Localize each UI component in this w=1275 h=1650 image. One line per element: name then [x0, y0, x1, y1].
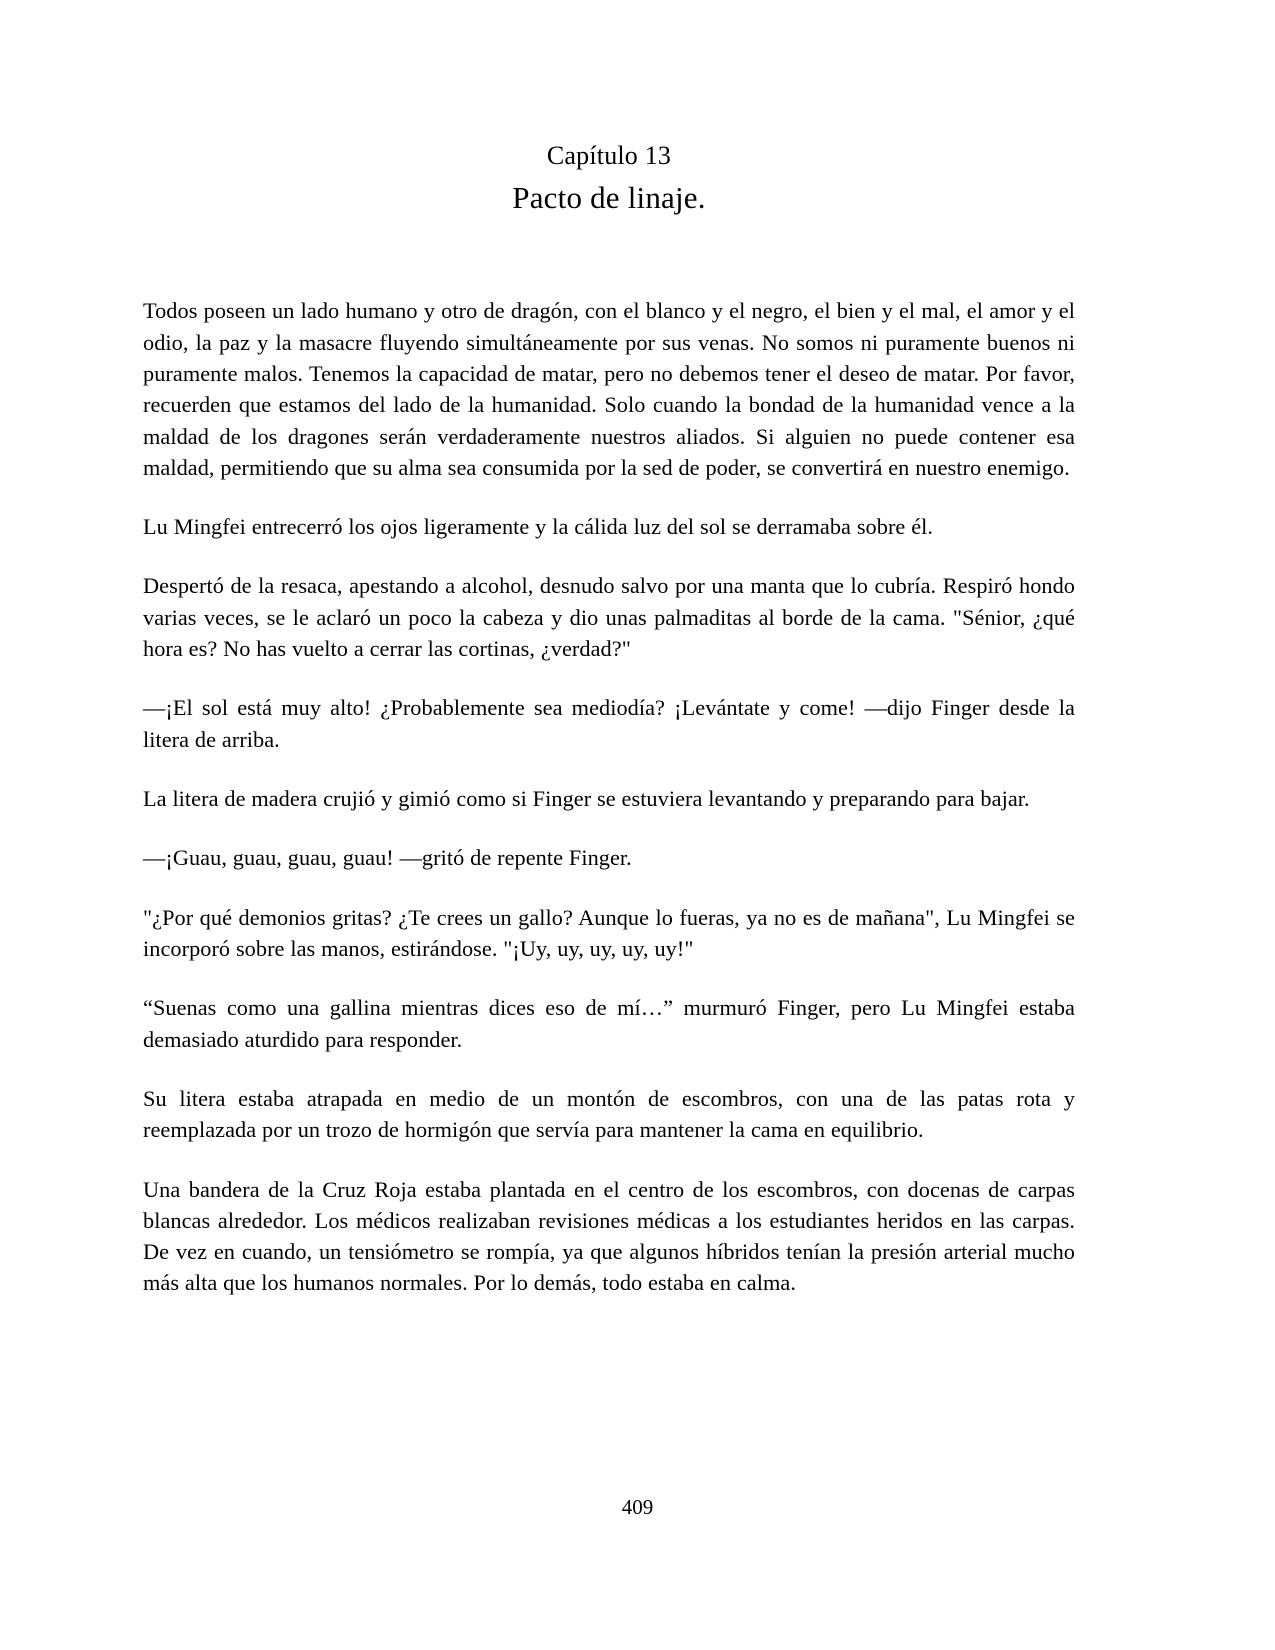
- paragraph: Todos poseen un lado humano y otro de dragón, con el blanco y el negro, el bien y el mal, el amor y el odio, la paz y la masacre fluyendo simultáneamente por sus venas. No somos ni puramente buenos ni puramente malos. Tenemos la capacidad de matar, pero no debemos tener el deseo de matar. Por favor, recuerden que estamos del lado de la humanidad. Solo cuando la bondad de la humanidad vence a la maldad de los dragones serán verdaderamente nuestros aliados. Si alguien no puede contener esa maldad, permitiendo que su alma sea consumida por la sed de poder, se convertirá en nuestro enemigo.: [143, 298, 1075, 480]
- chapter-title: Pacto de linaje.: [512, 179, 706, 215]
- paragraph: Una bandera de la Cruz Roja estaba plantada en el centro de los escombros, con docenas de carpas blancas alrededor. Los médicos realizaban revisiones médicas a los estudiantes heridos en las carpas. De vez en cuando, un tensiómetro se rompía, ya que algunos híbridos tenían la presión arterial mucho más alta que los humanos normales. Por lo demás, todo estaba en calma.: [143, 1176, 1075, 1296]
- paragraph: —¡Guau, guau, guau, guau! —gritó de repente Finger.: [143, 845, 632, 871]
- paragraph: "¿Por qué demonios gritas? ¿Te crees un gallo? Aunque lo fueras, ya no es de mañana", Lu Mingfei se incorporó sobre las manos, estirándose. "¡Uy, uy, uy, uy, uy!": [143, 904, 1075, 961]
- page-number: 409: [621, 1495, 654, 1519]
- body-text: [143, 295, 1075, 1299]
- paragraph: La litera de madera crujió y gimió como si Finger se estuviera levantando y preparando para bajar.: [143, 786, 1030, 811]
- paragraph: Lu Mingfei entrecerró los ojos ligeramente y la cálida luz del sol se derramaba sobre él.: [143, 514, 934, 540]
- paragraph: “Suenas como una gallina mientras dices eso de mí…” murmuró Finger, pero Lu Mingfei estaba demasiado aturdido para responder.: [143, 995, 1075, 1052]
- paragraph: —¡El sol está muy alto! ¿Probablemente sea mediodía? ¡Levántate y come! —dijo Finger desde la litera de arriba.: [143, 695, 1075, 752]
- chapter-heading: [143, 140, 1075, 217]
- paragraph: Su litera estaba atrapada en medio de un montón de escombros, con una de las patas rota y reemplazada por un trozo de hormigón que servía para mantener la cama en equilibrio.: [143, 1085, 1075, 1143]
- page-content: [143, 0, 1075, 1299]
- paragraph: Despertó de la resaca, apestando a alcohol, desnudo salvo por una manta que lo cubría. Respiró hondo varias veces, se le aclaró un poco la cabeza y dio unas palmaditas al borde de la cama. "Sénior, ¿qué hora es? No has vuelto a cerrar las cortinas, ¿verdad?": [143, 573, 1075, 662]
- chapter-number: Capítulo 13: [546, 141, 672, 170]
